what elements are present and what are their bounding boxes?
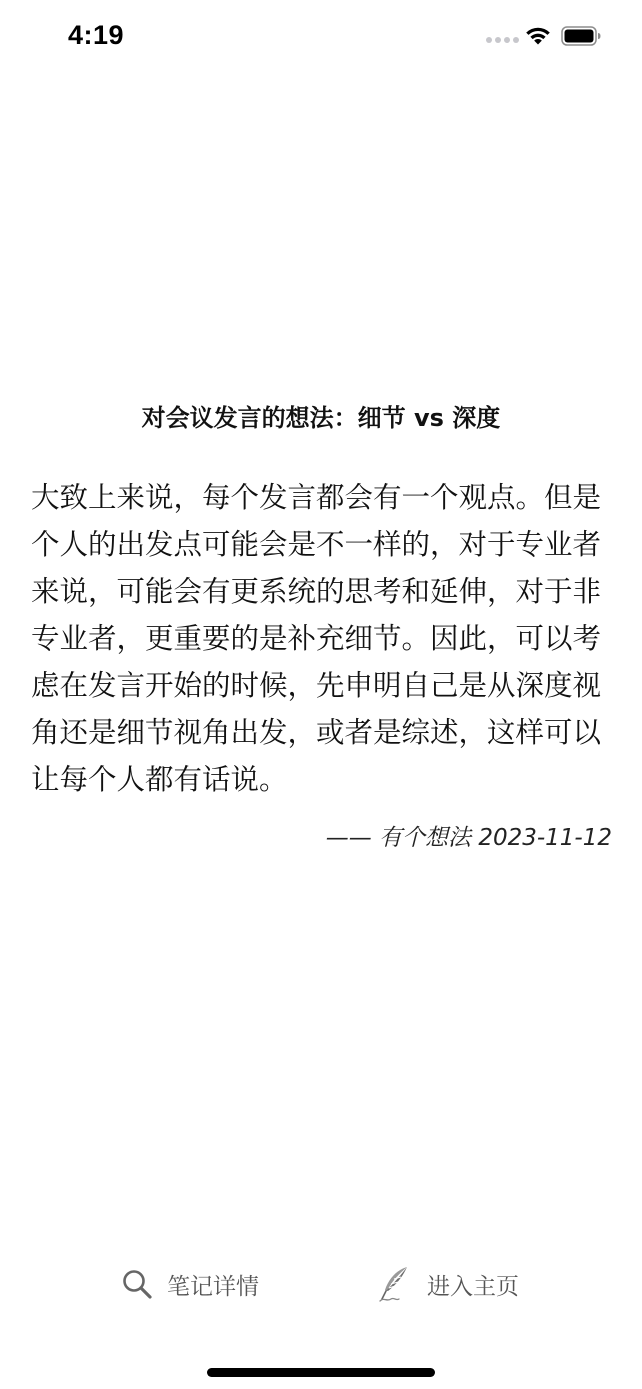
bottom-toolbar bbox=[0, 1258, 642, 1310]
status-bar bbox=[0, 0, 642, 76]
battery-icon bbox=[561, 26, 601, 46]
note-signature: —— 有个想法 2023-11-12 bbox=[325, 825, 612, 851]
home-indicator[interactable] bbox=[207, 1368, 435, 1377]
quill-pen-icon bbox=[377, 1264, 413, 1304]
search-icon bbox=[121, 1268, 153, 1300]
wifi-icon bbox=[524, 24, 552, 46]
note-title: 对会议发言的想法：细节 vs 深度 bbox=[141, 404, 501, 432]
note-detail-label: 笔记详情 bbox=[167, 1273, 259, 1300]
enter-home-button[interactable] bbox=[377, 1258, 519, 1310]
note-body: 大致上来说，每个发言都会有一个观点。但是个人的出发点可能会是不一样的，对于专业者来说，可能会有更系统的思考和延伸，对于非专业者，更重要的是补充细节。因此，可以考虑在发言开始的时候，先申明自己是从深度视角还是细节视角出发，或者是综述，这样可以让每个人都有话说。 bbox=[31, 481, 602, 796]
signal-dots-icon bbox=[486, 37, 519, 43]
enter-home-label: 进入主页 bbox=[427, 1273, 519, 1300]
status-time: 4:19 bbox=[68, 20, 125, 50]
note-detail-button[interactable] bbox=[121, 1258, 259, 1310]
